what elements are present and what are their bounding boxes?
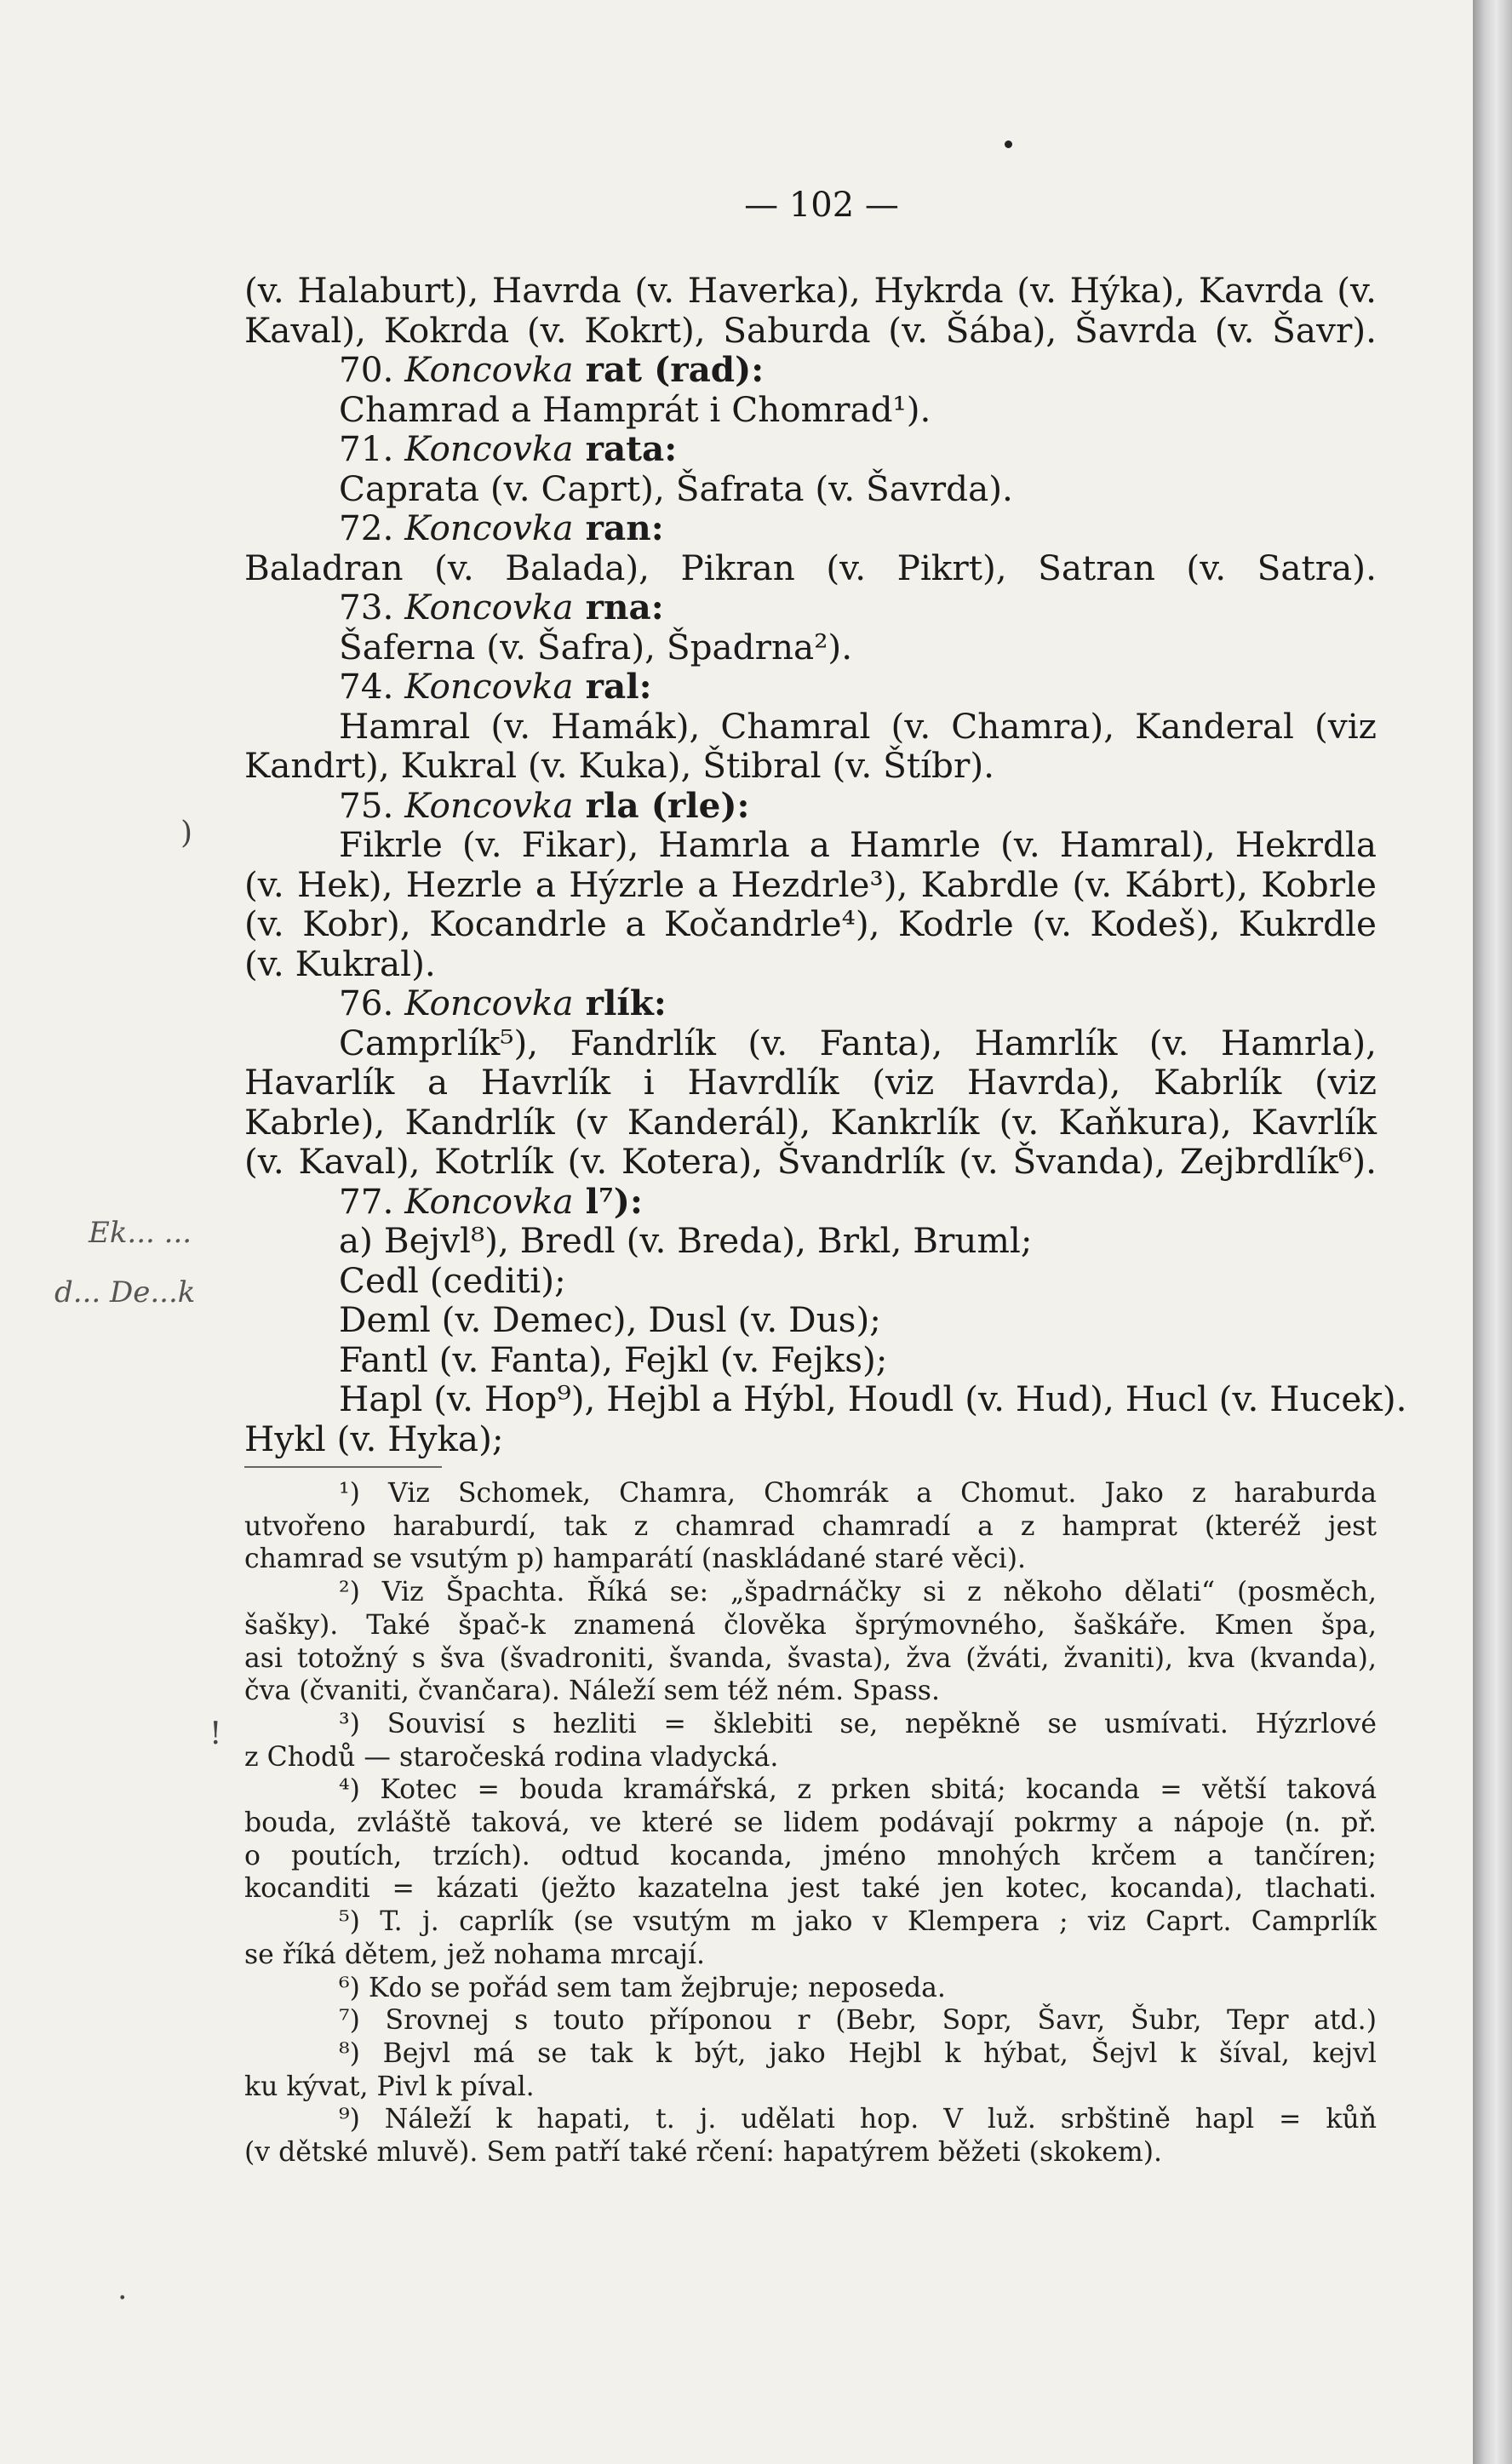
footnote-line: ⁵) T. j. caprlík (se vsutým m jako v Klempera ; viz Caprt. Camprlík (339, 1906, 1377, 1938)
section-heading: 75. Koncovka rla (rle): (339, 784, 750, 826)
footnote-line: ¹) Viz Schomek, Chamra, Chomrák a Chomut. Jako z haraburda (339, 1478, 1377, 1509)
footnote-divider (244, 1466, 442, 1468)
footnote-line: ⁴) Kotec = bouda kramářská, z prken sbitá; kocanda = větší taková (339, 1774, 1377, 1806)
text-line: Chamrad a Hamprát i Chomrad¹). (339, 388, 931, 430)
page-edge (1473, 0, 1512, 2464)
text-line: Havarlík a Havrlík i Havrdlík (viz Havrda), Kabrlík (viz (244, 1062, 1377, 1103)
text-line: (v. Kobr), Kocandrle a Kočandrle⁴), Kodrle (v. Kodeš), Kukrdle (244, 903, 1377, 944)
text-line: (v. Kukral). (244, 943, 436, 984)
section-heading: 73. Koncovka rna: (339, 587, 664, 627)
footnote-line: ⁶) Kdo se pořád sem tam žejbruje; neposeda. (339, 1972, 946, 2003)
text-line: Camprlík⁵), Fandrlík (v. Fanta), Hamrlík (v. Hamrla), (339, 1022, 1377, 1063)
text-line: Kaval), Kokrda (v. Kokrt), Saburda (v. Šába), Šavrda (v. Šavr). (244, 309, 1377, 351)
text-line: Šaferna (v. Šafra), Špadrna²). (339, 626, 853, 668)
footnote-line: ³) Souvisí s hezliti = šklebiti se, nepěkně se usmívati. Hýzrlové (339, 1708, 1377, 1739)
footnote-line: se říká dětem, jež nohama mrcají. (244, 1939, 706, 1970)
margin-mark: ) (180, 816, 193, 851)
footnote-line: o poutích, trzích). odtud kocanda, jméno mnohých krčem a tančíren; (244, 1840, 1377, 1871)
text-line: Hamral (v. Hamák), Chamral (v. Chamra), Kanderal (viz (339, 705, 1377, 747)
text-line: Caprata (v. Caprt), Šafrata (v. Šavrda). (339, 467, 1013, 509)
text-line: Hapl (v. Hop⁹), Hejbl a Hýbl, Houdl (v. Hud), Hucl (v. Hucek). (339, 1378, 1407, 1419)
text-line: Kandrt), Kukral (v. Kuka), Štibral (v. Štíbr). (244, 745, 995, 786)
handwritten-margin-note: Ek... ... (89, 1216, 192, 1250)
main-text (244, 270, 1407, 1459)
footnote-line: asi totožný s šva (švadroniti, švanda, švasta), žva (žváti, žvaniti), kva (kvanda), (244, 1642, 1377, 1674)
text-line: Baladran (v. Balada), Pikran (v. Pikrt), Satran (v. Satra). (244, 547, 1377, 588)
footnote-line: ⁹) Náleží k hapati, t. j. udělati hop. V luž. srbštině hapl = kůň (339, 2104, 1377, 2135)
text-line: Cedl (cediti); (339, 1259, 566, 1301)
footnote-line: čva (čvaniti, čvančara). Náleží sem též ném. Spass. (244, 1676, 940, 1707)
footnote-line: šašky). Také špač-k znamená člověka šprýmovného, šaškáře. Kmen špa, (244, 1609, 1377, 1641)
text-line: Hykl (v. Hyka); (244, 1418, 504, 1459)
section-heading: 76. Koncovka rlík: (339, 983, 667, 1023)
footnote-line: z Chodů — staročeská rodina vladycká. (244, 1741, 779, 1773)
section-heading: 70. Koncovka rat (rad): (339, 349, 765, 390)
text-line: (v. Halaburt), Havrda (v. Haverka), Hykrda (v. Hýka), Kavrda (v. (244, 270, 1377, 311)
footnote-line: kocanditi = kázati (ježto kazatelna jest také jen kotec, kocanda), tlachati. (244, 1873, 1377, 1905)
text-line: a) Bejvl⁸), Bredl (v. Breda), Brkl, Bruml; (339, 1220, 1033, 1261)
footnote-line: chamrad se vsutým p) hamparátí (naskládané staré věci). (244, 1544, 1027, 1575)
text-line: Kabrle), Kandrlík (v Kanderál), Kankrlík (v. Kaňkura), Kavrlík (244, 1101, 1377, 1143)
margin-mark: . (117, 2272, 128, 2306)
footnote-line: ku kývat, Pivl k píval. (244, 2071, 535, 2102)
section-heading: 74. Koncovka ral: (339, 666, 652, 707)
section-heading: 77. Koncovka l⁷): (339, 1180, 643, 1222)
section-heading: 72. Koncovka ran: (339, 507, 664, 548)
text-line: Deml (v. Demec), Dusl (v. Dus); (339, 1299, 881, 1340)
page-number: — 102 — (744, 186, 899, 225)
footnote-line: bouda, zvláště taková, ve které se lidem podávají pokrmy a nápoje (n. př. (244, 1808, 1377, 1839)
speck (1005, 140, 1012, 148)
footnotes (244, 1477, 1377, 2169)
text-line: Fikrle (v. Fikar), Hamrla a Hamrle (v. Hamral), Hekrdla (339, 824, 1377, 865)
footnote-line: ⁸) Bejvl má se tak k být, jako Hejbl k hýbat, Šejvl k šíval, kejvl (339, 2037, 1377, 2069)
footnote-line: ⁷) Srovnej s touto příponou r (Bebr, Sopr, Šavr, Šubr, Tepr atd.) (339, 2005, 1377, 2037)
text-line: (v. Kaval), Kotrlík (v. Kotera), Švandrlík (v. Švanda), Zejbrdlík⁶). (244, 1141, 1377, 1182)
section-heading: 71. Koncovka rata: (339, 428, 678, 469)
handwritten-margin-note: d... De...k (54, 1275, 196, 1309)
footnote-line: ²) Viz Špachta. Říká se: „špadrnáčky si z někoho dělati“ (posměch, (339, 1577, 1377, 1608)
text-line: (v. Hek), Hezrle a Hýzrle a Hezdrle³), Kabrdle (v. Kábrt), Kobrle (244, 863, 1377, 905)
margin-mark: ! (209, 1716, 222, 1751)
footnote-line: (v dětské mluvě). Sem patří také rčení: hapatýrem běžeti (skokem). (244, 2137, 1163, 2169)
text-line: Fantl (v. Fanta), Fejkl (v. Fejks); (339, 1338, 888, 1380)
footnote-line: utvořeno haraburdí, tak z chamrad chamradí a z hamprat (kteréž jest (244, 1510, 1377, 1542)
